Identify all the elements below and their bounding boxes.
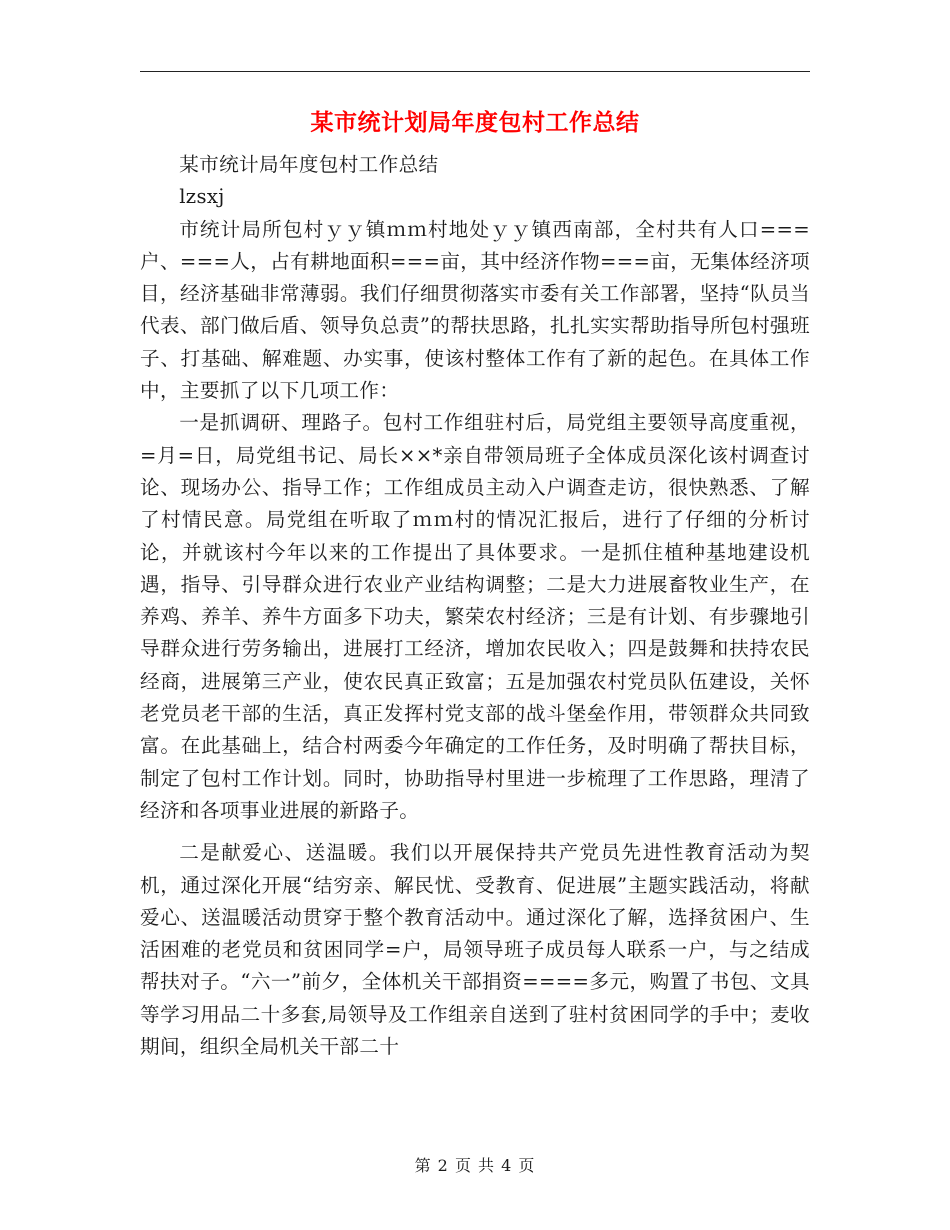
- body-paragraph-author: lzsxj: [179, 185, 225, 209]
- document-body: [140, 149, 810, 1063]
- body-paragraph-research: 一是抓调研、理路子。包村工作组驻村后，局党组主要领导高度重视，=月=日，局党组书记、局长××*亲自带领局班子全体成员深化该村调查讨论、现场办公、指导工作；工作组成员主动入户调查走访，很快熟悉、了解了村情民意。局党组在听取了ｍｍ村的情况汇报后，进行了仔细的分析讨论，并就该村今年以来的工作提出了具体要求。一是抓住植种基地建设机遇，指导、引导群众进行农业产业结构调整；二是大力进展畜牧业生产，在养鸡、养羊、养牛方面多下功夫，繁荣农村经济；三是有计划、有步骤地引导群众进行劳务输出，进展打工经济，增加农民收入；四是鼓舞和扶持农民经商，进展第三产业，使农民真正致富；五是加强农村党员队伍建设，关怀老党员老干部的生活，真正发挥村党支部的战斗堡垒作用，带领群众共同致富。在此基础上，结合村两委今年确定的工作任务，及时明确了帮扶目标，制定了包村工作计划。同时，协助指导村里进一步梳理了工作思路，理清了经济和各项事业进展的新路子。: [140, 411, 810, 822]
- header-rule: [140, 71, 810, 72]
- body-paragraph-subtitle: 某市统计局年度包村工作总结: [179, 153, 439, 176]
- page-number-footer: 第 2 页 共 4 页: [414, 1156, 536, 1175]
- document-title: 某市统计划局年度包村工作总结: [310, 109, 640, 136]
- body-paragraph-intro: 市统计局所包村ｙｙ镇ｍｍ村地处ｙｙ镇西南部，全村共有人口===户、===人，占有耕地面积===亩，其中经济作物===亩，无集体经济项目，经济基础非常薄弱。我们仔细贯彻落实市委有关工作部署，坚持“队员当代表、部门做后盾、领导负总责”的帮扶思路，扎扎实实帮助指导所包村强班子、打基础、解难题、办实事，使该村整体工作有了新的起色。在具体工作中，主要抓了以下几项工作：: [140, 217, 810, 403]
- body-paragraph-charity: 二是献爱心、送温暖。我们以开展保持共产党员先进性教育活动为契机，通过深化开展“结穷亲、解民忧、受教育、促进展”主题实践活动，将献爱心、送温暖活动贯穿于整个教育活动中。通过深化了解，选择贫困户、生活困难的老党员和贫困同学=户，局领导班子成员每人联系一户，与之结成帮扶对子。“六一”前夕，全体机关干部捐资====多元，购置了书包、文具等学习用品二十多套,局领导及工作组亲自送到了驻村贫困同学的手中；麦收期间，组织全局机关干部二十: [140, 841, 810, 1059]
